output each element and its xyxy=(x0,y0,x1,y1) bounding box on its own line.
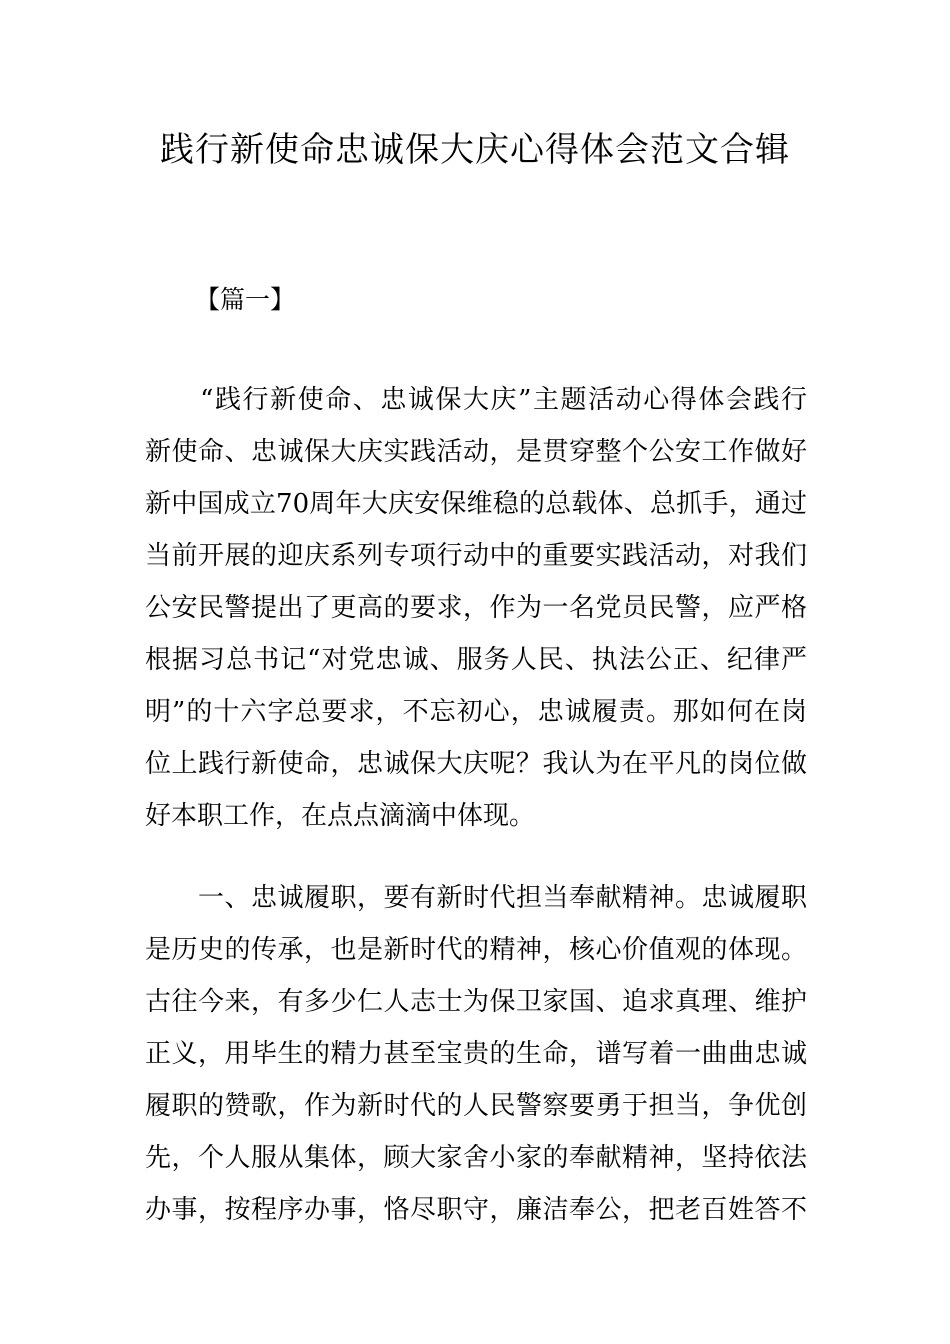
paragraph-line: 明”的十六字总要求，不忘初心，忠诚履责。那如何在岗 xyxy=(145,697,807,727)
paragraph-line: 新使命、忠诚保大庆实践活动，是贯穿整个公安工作做好 xyxy=(145,437,807,467)
paragraph-line: 好本职工作，在点点滴滴中体现。 xyxy=(145,801,536,831)
paragraph-line: 是历史的传承，也是新时代的精神，核心价值观的体现。 xyxy=(145,935,807,965)
paragraph-line: 公安民警提出了更高的要求，作为一名党员民警，应严格 xyxy=(145,593,807,623)
paragraph-line: 当前开展的迎庆系列专项行动中的重要实践活动，对我们 xyxy=(145,541,807,571)
section-heading: 【篇一】 xyxy=(195,285,296,314)
paragraph-line: 履职的赞歌，作为新时代的人民警察要勇于担当，争优创 xyxy=(145,1091,807,1121)
paragraph-line: 先，个人服从集体，顾大家舍小家的奉献精神，坚持依法 xyxy=(145,1143,807,1173)
paragraph-intro xyxy=(145,374,807,842)
paragraph-line: 古往今来，有多少仁人志士为保卫家国、追求真理、维护 xyxy=(145,987,807,1017)
paragraph-line: “践行新使命、忠诚保大庆”主题活动心得体会践行 xyxy=(145,385,807,415)
document-title: 践行新使命忠诚保大庆心得体会范文合辑 xyxy=(160,130,790,170)
paragraph-line: 办事，按程序办事，恪尽职守，廉洁奉公，把老百姓答不 xyxy=(145,1195,807,1225)
paragraph-line: 正义，用毕生的精力甚至宝贵的生命，谱写着一曲曲忠诚 xyxy=(145,1039,807,1069)
paragraph-section-one xyxy=(145,872,807,1236)
paragraph-line: 位上践行新使命，忠诚保大庆呢？我认为在平凡的岗位做 xyxy=(145,749,807,779)
paragraph-line: 一、忠诚履职，要有新时代担当奉献精神。忠诚履职 xyxy=(145,883,807,913)
paragraph-line: 根据习总书记“对党忠诚、服务人民、执法公正、纪律严 xyxy=(145,645,807,675)
paragraph-line: 新中国成立70周年大庆安保维稳的总载体、总抓手，通过 xyxy=(145,489,807,519)
